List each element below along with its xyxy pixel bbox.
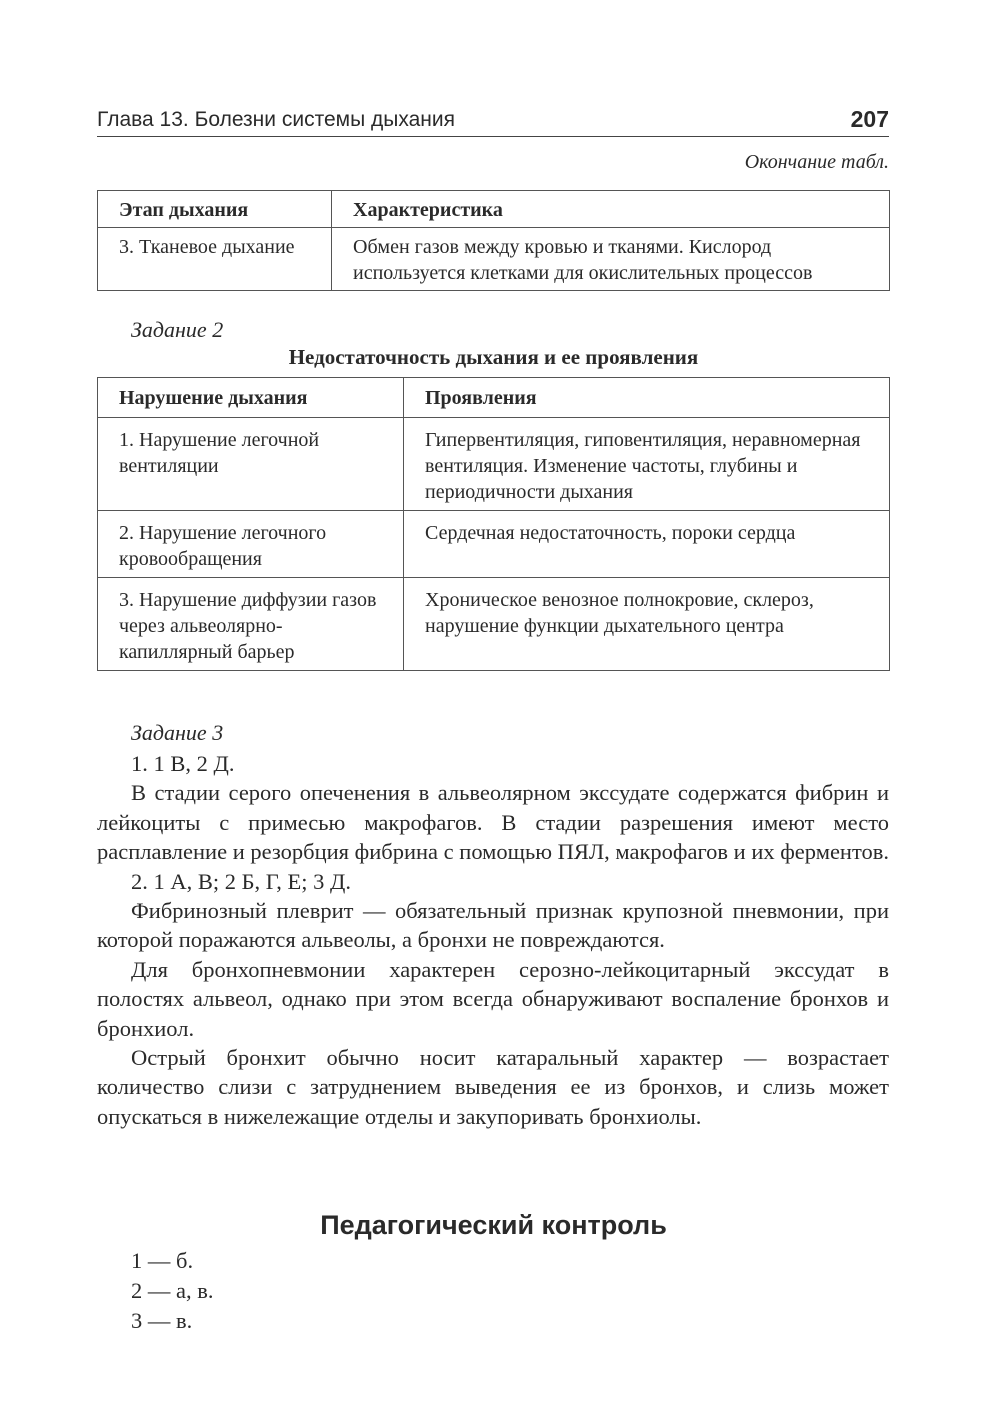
paragraph: Острый бронхит обычно носит катаральный характер — возрастает количество слизи с затруднением выведения ее из бронхов, и слизь может опускаться в нижележащие отделы и закупоривать бронхиолы. — [97, 1045, 889, 1129]
answer-item: 2 — а, в. — [131, 1278, 214, 1303]
running-header — [97, 106, 889, 137]
task3-label: Задание 3 — [131, 720, 224, 745]
table-header-row — [98, 378, 890, 418]
table-cell: 3. Тканевое дыхание — [98, 228, 332, 291]
column-header: Проявления — [404, 378, 890, 418]
paragraph: Фибринозный плеврит — обязательный признак крупозной пневмонии, при которой поражаются альвеолы, а бронхи не повреждаются. — [97, 898, 889, 953]
table-row — [98, 511, 890, 578]
table-cell: Хроническое венозное полнокровие, склероз, нарушение функции дыхательного центра — [404, 578, 890, 671]
breathing-stages-table — [97, 190, 890, 291]
column-header: Нарушение дыхания — [98, 378, 404, 418]
answer-item: 1 — б. — [131, 1248, 194, 1273]
table-continuation-note: Окончание табл. — [744, 151, 889, 173]
column-header: Характеристика — [332, 191, 890, 228]
table-title: Недостаточность дыхания и ее проявления — [288, 345, 699, 369]
task2-label: Задание 2 — [131, 317, 224, 342]
table-row — [98, 418, 890, 511]
paragraph: 2. 1 А, В; 2 Б, Г, Е; 3 Д. — [131, 868, 351, 894]
table-cell: Гипервентиляция, гиповентиляция, неравномерная вентиляция. Изменение частоты, глубины и периодичности дыхания — [404, 418, 890, 511]
column-header: Этап дыхания — [98, 191, 332, 228]
section-title: Педагогический контроль — [320, 1210, 667, 1240]
table-cell: 3. Нарушение диффузии газов через альвеолярно-капиллярный барьер — [98, 578, 404, 671]
chapter-title: Глава 13. Болезни системы дыхания — [97, 108, 455, 131]
page-number: 207 — [850, 106, 889, 132]
paragraph: В стадии серого опеченения в альвеолярном экссудате содержатся фибрин и лейкоциты с примесью макрофагов. В стадии разрешения имеют место расплавление и резорбция фибрина с помощью ПЯЛ, макрофагов и их ферментов. — [97, 780, 890, 865]
control-answers — [131, 1246, 214, 1336]
respiratory-failure-table — [97, 377, 890, 671]
table-cell: 2. Нарушение легочного кровообращения — [98, 511, 404, 578]
paragraph: 1. 1 В, 2 Д. — [131, 751, 235, 776]
table-row — [98, 228, 890, 291]
task3-answers — [97, 749, 889, 1131]
answer-item: 3 — в. — [131, 1308, 193, 1333]
table-row — [98, 578, 890, 671]
table-cell: Обмен газов между кровью и тканями. Кислород используется клетками для окислительных процессов — [332, 228, 890, 291]
table-cell: 1. Нарушение легочной вентиляции — [98, 418, 404, 511]
table-header-row — [98, 191, 890, 228]
table-cell: Сердечная недостаточность, пороки сердца — [404, 511, 890, 578]
paragraph: Для бронхопневмонии характерен серозно-лейкоцитарный экссудат в полостях альвеол, однако при этом всегда обнаруживают воспаление бронхов и бронхиол. — [97, 956, 889, 1041]
